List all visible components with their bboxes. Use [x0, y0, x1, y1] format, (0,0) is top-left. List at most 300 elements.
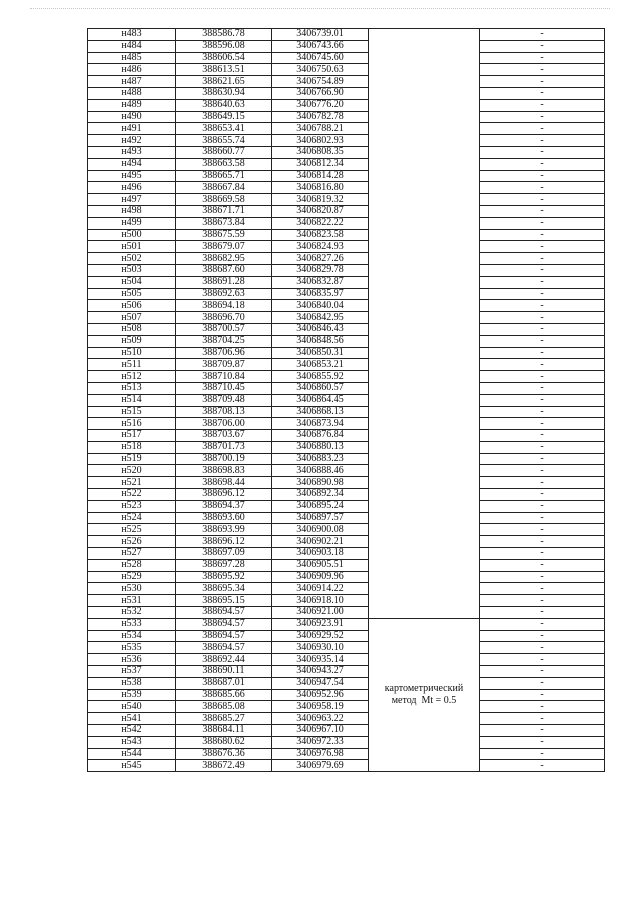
point-id-cell: н505 [88, 288, 176, 300]
x-coordinate-cell: 388710.84 [176, 371, 272, 383]
note-cell: - [480, 666, 605, 678]
note-cell: - [480, 170, 605, 182]
point-id-cell: н524 [88, 512, 176, 524]
x-coordinate-cell: 388665.71 [176, 170, 272, 182]
table-row [88, 40, 605, 52]
y-coordinate-cell: 3406855.92 [272, 371, 369, 383]
x-coordinate-cell: 388649.15 [176, 111, 272, 123]
table-row [88, 453, 605, 465]
table-row [88, 583, 605, 595]
table-row [88, 465, 605, 477]
x-coordinate-cell: 388706.00 [176, 418, 272, 430]
x-coordinate-cell: 388660.77 [176, 146, 272, 158]
point-id-cell: н518 [88, 441, 176, 453]
note-cell: - [480, 394, 605, 406]
y-coordinate-cell: 3406739.01 [272, 29, 369, 41]
table-row [88, 288, 605, 300]
note-cell: - [480, 406, 605, 418]
note-cell: - [480, 654, 605, 666]
point-id-cell: н493 [88, 146, 176, 158]
point-id-cell: н491 [88, 123, 176, 135]
note-cell: - [480, 135, 605, 147]
table-row [88, 630, 605, 642]
x-coordinate-cell: 388613.51 [176, 64, 272, 76]
x-coordinate-cell: 388676.36 [176, 748, 272, 760]
x-coordinate-cell: 388673.84 [176, 217, 272, 229]
y-coordinate-cell: 3406776.20 [272, 99, 369, 111]
y-coordinate-cell: 3406900.08 [272, 524, 369, 536]
x-coordinate-cell: 388694.57 [176, 618, 272, 630]
note-cell: - [480, 477, 605, 489]
table-row [88, 701, 605, 713]
y-coordinate-cell: 3406888.46 [272, 465, 369, 477]
x-coordinate-cell: 388679.07 [176, 241, 272, 253]
note-cell: - [480, 689, 605, 701]
point-id-cell: н542 [88, 725, 176, 737]
table-row [88, 725, 605, 737]
x-coordinate-cell: 388697.28 [176, 559, 272, 571]
y-coordinate-cell: 3406824.93 [272, 241, 369, 253]
table-row [88, 677, 605, 689]
point-id-cell: н502 [88, 253, 176, 265]
y-coordinate-cell: 3406868.13 [272, 406, 369, 418]
note-cell: - [480, 536, 605, 548]
scan-header-line [30, 8, 610, 15]
y-coordinate-cell: 3406967.10 [272, 725, 369, 737]
note-cell: - [480, 241, 605, 253]
y-coordinate-cell: 3406832.87 [272, 276, 369, 288]
y-coordinate-cell: 3406963.22 [272, 713, 369, 725]
y-coordinate-cell: 3406802.93 [272, 135, 369, 147]
point-id-cell: н489 [88, 99, 176, 111]
note-cell: - [480, 194, 605, 206]
y-coordinate-cell: 3406864.45 [272, 394, 369, 406]
x-coordinate-cell: 388709.48 [176, 394, 272, 406]
point-id-cell: н485 [88, 52, 176, 64]
table-row [88, 430, 605, 442]
y-coordinate-cell: 3406816.80 [272, 182, 369, 194]
note-cell: - [480, 335, 605, 347]
table-row [88, 135, 605, 147]
note-cell: - [480, 123, 605, 135]
point-id-cell: н540 [88, 701, 176, 713]
y-coordinate-cell: 3406743.66 [272, 40, 369, 52]
note-cell: - [480, 701, 605, 713]
y-coordinate-cell: 3406895.24 [272, 500, 369, 512]
note-cell: - [480, 418, 605, 430]
x-coordinate-cell: 388703.67 [176, 430, 272, 442]
y-coordinate-cell: 3406782.78 [272, 111, 369, 123]
note-cell: - [480, 52, 605, 64]
y-coordinate-cell: 3406850.31 [272, 347, 369, 359]
x-coordinate-cell: 388698.83 [176, 465, 272, 477]
y-coordinate-cell: 3406840.04 [272, 300, 369, 312]
note-cell: - [480, 205, 605, 217]
point-id-cell: н506 [88, 300, 176, 312]
point-id-cell: н523 [88, 500, 176, 512]
note-cell: - [480, 40, 605, 52]
method-cell [369, 618, 480, 771]
point-id-cell: н507 [88, 312, 176, 324]
table-row [88, 406, 605, 418]
note-cell: - [480, 736, 605, 748]
table-row [88, 217, 605, 229]
note-cell: - [480, 29, 605, 41]
table-row [88, 323, 605, 335]
table-row [88, 253, 605, 265]
x-coordinate-cell: 388694.57 [176, 630, 272, 642]
table-row [88, 371, 605, 383]
y-coordinate-cell: 3406897.57 [272, 512, 369, 524]
note-cell: - [480, 64, 605, 76]
point-id-cell: н498 [88, 205, 176, 217]
note-cell: - [480, 677, 605, 689]
table-row [88, 123, 605, 135]
point-id-cell: н534 [88, 630, 176, 642]
point-id-cell: н499 [88, 217, 176, 229]
note-cell: - [480, 489, 605, 501]
table-row [88, 713, 605, 725]
point-id-cell: н536 [88, 654, 176, 666]
point-id-cell: н515 [88, 406, 176, 418]
x-coordinate-cell: 388675.59 [176, 229, 272, 241]
x-coordinate-cell: 388682.95 [176, 253, 272, 265]
x-coordinate-cell: 388694.18 [176, 300, 272, 312]
x-coordinate-cell: 388697.09 [176, 548, 272, 560]
note-cell: - [480, 288, 605, 300]
table-row [88, 618, 605, 630]
table-row [88, 335, 605, 347]
note-cell: - [480, 371, 605, 383]
table-row [88, 229, 605, 241]
y-coordinate-cell: 3406880.13 [272, 441, 369, 453]
point-id-cell: н490 [88, 111, 176, 123]
table-row [88, 512, 605, 524]
x-coordinate-cell: 388706.96 [176, 347, 272, 359]
table-row [88, 52, 605, 64]
x-coordinate-cell: 388700.57 [176, 323, 272, 335]
x-coordinate-cell: 388680.62 [176, 736, 272, 748]
y-coordinate-cell: 3406812.34 [272, 158, 369, 170]
y-coordinate-cell: 3406929.52 [272, 630, 369, 642]
table-row [88, 489, 605, 501]
y-coordinate-cell: 3406754.89 [272, 76, 369, 88]
y-coordinate-cell: 3406820.87 [272, 205, 369, 217]
note-cell: - [480, 99, 605, 111]
point-id-cell: н503 [88, 264, 176, 276]
point-id-cell: н516 [88, 418, 176, 430]
point-id-cell: н496 [88, 182, 176, 194]
table-row [88, 536, 605, 548]
table-row [88, 111, 605, 123]
x-coordinate-cell: 388694.57 [176, 607, 272, 619]
note-cell: - [480, 111, 605, 123]
note-cell: - [480, 430, 605, 442]
x-coordinate-cell: 388685.08 [176, 701, 272, 713]
point-id-cell: н527 [88, 548, 176, 560]
x-coordinate-cell: 388671.71 [176, 205, 272, 217]
note-cell: - [480, 300, 605, 312]
table-row [88, 559, 605, 571]
table-row [88, 654, 605, 666]
y-coordinate-cell: 3406923.91 [272, 618, 369, 630]
method-cell-empty [369, 29, 480, 619]
x-coordinate-cell: 388696.70 [176, 312, 272, 324]
y-coordinate-cell: 3406814.28 [272, 170, 369, 182]
point-id-cell: н510 [88, 347, 176, 359]
x-coordinate-cell: 388694.57 [176, 642, 272, 654]
point-id-cell: н529 [88, 571, 176, 583]
point-id-cell: н544 [88, 748, 176, 760]
y-coordinate-cell: 3406745.60 [272, 52, 369, 64]
point-id-cell: н519 [88, 453, 176, 465]
table-row [88, 760, 605, 772]
x-coordinate-cell: 388640.63 [176, 99, 272, 111]
note-cell: - [480, 229, 605, 241]
point-id-cell: н497 [88, 194, 176, 206]
point-id-cell: н520 [88, 465, 176, 477]
x-coordinate-cell: 388708.13 [176, 406, 272, 418]
note-cell: - [480, 182, 605, 194]
table-row [88, 170, 605, 182]
coordinates-table-body [88, 29, 605, 772]
table-row [88, 642, 605, 654]
y-coordinate-cell: 3406750.63 [272, 64, 369, 76]
table-row [88, 194, 605, 206]
note-cell: - [480, 465, 605, 477]
point-id-cell: н543 [88, 736, 176, 748]
x-coordinate-cell: 388672.49 [176, 760, 272, 772]
x-coordinate-cell: 388696.12 [176, 489, 272, 501]
x-coordinate-cell: 388700.19 [176, 453, 272, 465]
note-cell: - [480, 382, 605, 394]
table-row [88, 382, 605, 394]
y-coordinate-cell: 3406958.19 [272, 701, 369, 713]
x-coordinate-cell: 388696.12 [176, 536, 272, 548]
x-coordinate-cell: 388596.08 [176, 40, 272, 52]
x-coordinate-cell: 388695.92 [176, 571, 272, 583]
x-coordinate-cell: 388621.65 [176, 76, 272, 88]
table-row [88, 29, 605, 41]
note-cell: - [480, 595, 605, 607]
table-row [88, 748, 605, 760]
point-id-cell: н508 [88, 323, 176, 335]
table-row [88, 548, 605, 560]
x-coordinate-cell: 388687.60 [176, 264, 272, 276]
point-id-cell: н494 [88, 158, 176, 170]
point-id-cell: н545 [88, 760, 176, 772]
y-coordinate-cell: 3406947.54 [272, 677, 369, 689]
note-cell: - [480, 630, 605, 642]
y-coordinate-cell: 3406822.22 [272, 217, 369, 229]
y-coordinate-cell: 3406892.34 [272, 489, 369, 501]
y-coordinate-cell: 3406905.51 [272, 559, 369, 571]
y-coordinate-cell: 3406827.26 [272, 253, 369, 265]
y-coordinate-cell: 3406853.21 [272, 359, 369, 371]
x-coordinate-cell: 388695.15 [176, 595, 272, 607]
x-coordinate-cell: 388685.66 [176, 689, 272, 701]
table-row [88, 312, 605, 324]
y-coordinate-cell: 3406835.97 [272, 288, 369, 300]
table-row [88, 666, 605, 678]
x-coordinate-cell: 388690.11 [176, 666, 272, 678]
table-row [88, 524, 605, 536]
x-coordinate-cell: 388693.60 [176, 512, 272, 524]
point-id-cell: н495 [88, 170, 176, 182]
note-cell: - [480, 559, 605, 571]
table-row [88, 571, 605, 583]
note-cell: - [480, 748, 605, 760]
point-id-cell: н539 [88, 689, 176, 701]
note-cell: - [480, 453, 605, 465]
point-id-cell: н525 [88, 524, 176, 536]
y-coordinate-cell: 3406829.78 [272, 264, 369, 276]
point-id-cell: н526 [88, 536, 176, 548]
x-coordinate-cell: 388586.78 [176, 29, 272, 41]
table-row [88, 87, 605, 99]
point-id-cell: н538 [88, 677, 176, 689]
point-id-cell: н532 [88, 607, 176, 619]
point-id-cell: н531 [88, 595, 176, 607]
y-coordinate-cell: 3406921.00 [272, 607, 369, 619]
y-coordinate-cell: 3406943.27 [272, 666, 369, 678]
note-cell: - [480, 264, 605, 276]
note-cell: - [480, 253, 605, 265]
note-cell: - [480, 512, 605, 524]
note-cell: - [480, 87, 605, 99]
x-coordinate-cell: 388685.27 [176, 713, 272, 725]
x-coordinate-cell: 388710.45 [176, 382, 272, 394]
point-id-cell: н530 [88, 583, 176, 595]
point-id-cell: н513 [88, 382, 176, 394]
point-id-cell: н533 [88, 618, 176, 630]
point-id-cell: н535 [88, 642, 176, 654]
note-cell: - [480, 276, 605, 288]
y-coordinate-cell: 3406873.94 [272, 418, 369, 430]
note-cell: - [480, 217, 605, 229]
point-id-cell: н528 [88, 559, 176, 571]
point-id-cell: н514 [88, 394, 176, 406]
y-coordinate-cell: 3406883.23 [272, 453, 369, 465]
y-coordinate-cell: 3406788.21 [272, 123, 369, 135]
x-coordinate-cell: 388606.54 [176, 52, 272, 64]
point-id-cell: н486 [88, 64, 176, 76]
y-coordinate-cell: 3406972.33 [272, 736, 369, 748]
note-cell: - [480, 312, 605, 324]
table-row [88, 146, 605, 158]
point-id-cell: н521 [88, 477, 176, 489]
table-row [88, 394, 605, 406]
note-cell: - [480, 441, 605, 453]
table-row [88, 182, 605, 194]
table-row [88, 736, 605, 748]
y-coordinate-cell: 3406979.69 [272, 760, 369, 772]
table-row [88, 158, 605, 170]
table-row [88, 64, 605, 76]
table-row [88, 359, 605, 371]
method-name: картометрический [384, 683, 464, 695]
table-row [88, 205, 605, 217]
x-coordinate-cell: 388694.37 [176, 500, 272, 512]
note-cell: - [480, 642, 605, 654]
note-cell: - [480, 713, 605, 725]
y-coordinate-cell: 3406935.14 [272, 654, 369, 666]
y-coordinate-cell: 3406914.22 [272, 583, 369, 595]
point-id-cell: н487 [88, 76, 176, 88]
table-row [88, 99, 605, 111]
table-row [88, 500, 605, 512]
point-id-cell: н483 [88, 29, 176, 41]
point-id-cell: н517 [88, 430, 176, 442]
table-row [88, 300, 605, 312]
point-id-cell: н541 [88, 713, 176, 725]
table-row [88, 689, 605, 701]
x-coordinate-cell: 388693.99 [176, 524, 272, 536]
note-cell: - [480, 158, 605, 170]
y-coordinate-cell: 3406860.57 [272, 382, 369, 394]
point-id-cell: н484 [88, 40, 176, 52]
x-coordinate-cell: 388692.44 [176, 654, 272, 666]
x-coordinate-cell: 388669.58 [176, 194, 272, 206]
point-id-cell: н501 [88, 241, 176, 253]
x-coordinate-cell: 388709.87 [176, 359, 272, 371]
point-id-cell: н511 [88, 359, 176, 371]
y-coordinate-cell: 3406930.10 [272, 642, 369, 654]
note-cell: - [480, 323, 605, 335]
table-row [88, 264, 605, 276]
table-row [88, 241, 605, 253]
x-coordinate-cell: 388698.44 [176, 477, 272, 489]
y-coordinate-cell: 3406918.10 [272, 595, 369, 607]
x-coordinate-cell: 388695.34 [176, 583, 272, 595]
x-coordinate-cell: 388691.28 [176, 276, 272, 288]
x-coordinate-cell: 388667.84 [176, 182, 272, 194]
table-row [88, 607, 605, 619]
table-row [88, 477, 605, 489]
note-cell: - [480, 725, 605, 737]
table-row [88, 76, 605, 88]
y-coordinate-cell: 3406842.95 [272, 312, 369, 324]
x-coordinate-cell: 388630.94 [176, 87, 272, 99]
point-id-cell: н504 [88, 276, 176, 288]
point-id-cell: н522 [88, 489, 176, 501]
x-coordinate-cell: 388687.01 [176, 677, 272, 689]
note-cell: - [480, 359, 605, 371]
table-row [88, 595, 605, 607]
note-cell: - [480, 500, 605, 512]
x-coordinate-cell: 388663.58 [176, 158, 272, 170]
note-cell: - [480, 347, 605, 359]
note-cell: - [480, 760, 605, 772]
y-coordinate-cell: 3406808.35 [272, 146, 369, 158]
y-coordinate-cell: 3406846.43 [272, 323, 369, 335]
x-coordinate-cell: 388655.74 [176, 135, 272, 147]
point-id-cell: н509 [88, 335, 176, 347]
y-coordinate-cell: 3406848.56 [272, 335, 369, 347]
point-id-cell: н500 [88, 229, 176, 241]
table-row [88, 276, 605, 288]
method-accuracy: метод Mt = 0.5 [391, 695, 457, 707]
point-id-cell: н492 [88, 135, 176, 147]
note-cell: - [480, 524, 605, 536]
y-coordinate-cell: 3406876.84 [272, 430, 369, 442]
y-coordinate-cell: 3406819.32 [272, 194, 369, 206]
y-coordinate-cell: 3406890.98 [272, 477, 369, 489]
y-coordinate-cell: 3406823.58 [272, 229, 369, 241]
x-coordinate-cell: 388684.11 [176, 725, 272, 737]
note-cell: - [480, 583, 605, 595]
note-cell: - [480, 76, 605, 88]
